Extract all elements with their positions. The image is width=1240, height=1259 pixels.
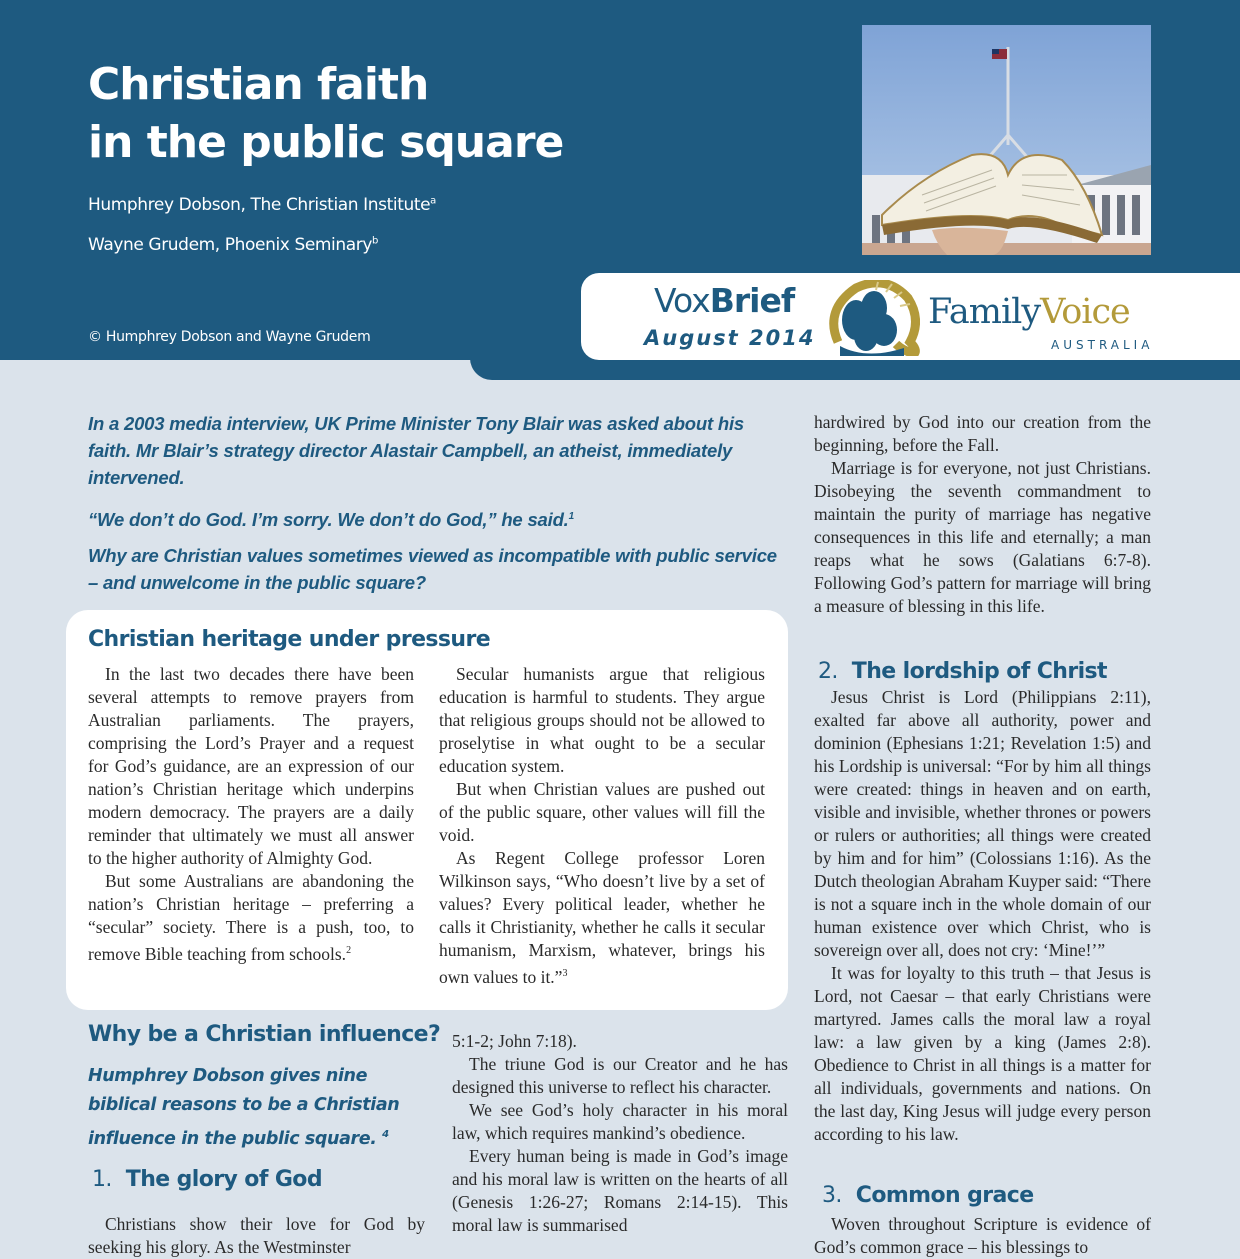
footnote-4: 4	[382, 1129, 389, 1140]
intro-paragraph-3: Why are Christian values sometimes viewed as incompatible with public service – and unwelcome in the public square?	[88, 545, 777, 593]
right-cont: hardwired by God into our creation from the beginning, before the Fall.	[814, 412, 1151, 455]
section-2-heading	[818, 659, 1107, 684]
heritage-right-p3-text: As Regent College professor Loren Wilkinson says, “Who doesn’t live by a set of values? Every political leader, whether he calls it Christianity, whether he calls it secular humanism, Marxism, whatever, brings his own values to it.”	[439, 848, 765, 987]
section-2-title: The lordship of Christ	[851, 659, 1107, 684]
heritage-right-p1: Secular humanists argue that religious education is harmful to students. They argue that religious groups should not be allowed to proselytise in what ought to be a secular education system.	[439, 664, 765, 776]
voxbrief-logo	[654, 281, 794, 320]
section-1-p1: Christians show their love for God by seeking his glory. As the Westminster	[88, 1214, 425, 1257]
heritage-left-p1: In the last two decades there have been several attempts to remove prayers from Australian parliaments. The prayers, comprising the Lord’s Prayer and a request for God’s guidance, are an expression of our nation’s Christian heritage which underpins modern democracy. The prayers are a daily reminder that ultimately we must all answer to the higher authority of Almighty God.	[88, 664, 414, 868]
copyright: © Humphrey Dobson and Wayne Grudem	[88, 329, 371, 345]
middle-p3: Every human being is made in God’s image and his moral law is written on the hearts of all (Genesis 1:26-27; Romans 2:14-15). This moral law is summarised	[452, 1146, 788, 1235]
marriage-paragraph: Marriage is for everyone, not just Christians. Disobeying the seventh commandment to maintain the purity of marriage has negative consequences in this life and eternally; a man reaps what he sows (Galatians 6:7-8). Following God’s pattern for marriage will bring a measure of blessing in this life.	[814, 458, 1151, 616]
influence-subtitle-text: Humphrey Dobson gives nine biblical reasons to be a Christian influence in the public square.	[88, 1066, 400, 1149]
intro-paragraph-1: In a 2003 media interview, UK Prime Minister Tony Blair was asked about his faith. Mr Blair’s strategy director Alastair Campbell, an atheist, immediately intervened.	[88, 413, 745, 488]
footnote-2: 2	[346, 945, 352, 956]
section-3-body	[814, 1213, 1151, 1259]
section-2-p2: It was for loyalty to this truth – that Jesus is Lord, not Caesar – that early Christians were martyred. James calls the moral law a royal law: a law given by a king (James 2:8). Obedience to Christ in all things is a matter for all individuals, governments and nations. On the last day, King Jesus will judge every person according to his law.	[814, 963, 1151, 1144]
footnote-3: 3	[562, 968, 568, 979]
middle-column	[452, 1030, 788, 1237]
section-1-number: 1.	[92, 1167, 112, 1192]
title-line-2: in the public square	[88, 117, 564, 168]
author-1-note: a	[430, 195, 436, 207]
heritage-left-p2	[88, 870, 414, 966]
author-1	[88, 195, 436, 215]
heritage-right-p2: But when Christian values are pushed out of the public square, other values will fill the void.	[439, 779, 765, 845]
section-2-p1: Jesus Christ is Lord (Philippians 2:11), exalted far above all authority, power and dominion (Ephesians 1:21; Revelation 1:5) and his Lordship is universal: “For by him all things were created: things in heaven and on earth, visible and invisible, whether thrones or powers or rulers or authorities; all things were created by him and for him” (Colossians 1:16). As the Dutch theologian Abraham Kuyper said: “There is not a square inch in the whole domain of our human existence over which Christ, who is sovereign over all, does not cry: ‘Mine!’”	[814, 687, 1151, 960]
section-1-body	[88, 1213, 425, 1259]
family-voice-emblem-icon	[826, 280, 920, 356]
middle-p1: The triune God is our Creator and he has designed this universe to reflect his character.	[452, 1054, 788, 1097]
voice-text: Voice	[1040, 292, 1130, 332]
issue-date: August 2014	[644, 326, 816, 350]
heritage-heading: Christian heritage under pressure	[88, 627, 491, 652]
influence-subtitle	[88, 1062, 418, 1154]
family-text: Family	[928, 292, 1041, 332]
section-2-number: 2.	[818, 659, 838, 684]
heritage-left-p2-text: But some Australians are abandoning the nation’s Christian heritage – preferring a “secular” society. There is a push, too, to remove Bible teaching from schools.	[88, 871, 414, 964]
section-3-heading	[822, 1183, 1034, 1208]
page-title	[88, 56, 563, 172]
heritage-right-p3	[439, 847, 765, 989]
vox-text: Vox	[654, 281, 710, 320]
intro-paragraph-2	[88, 503, 788, 533]
parliament-bible-photo	[862, 25, 1151, 255]
section-2-body	[814, 686, 1151, 1146]
author-2	[88, 235, 378, 255]
title-line-1: Christian faith	[88, 59, 429, 110]
author-1-name: Humphrey Dobson, The Christian Institute	[88, 195, 431, 215]
brief-text: Brief	[709, 281, 795, 320]
middle-p2: We see God’s holy character in his moral law, which requires mankind’s obedience.	[452, 1100, 788, 1143]
author-2-name: Wayne Grudem, Phoenix Seminary	[88, 235, 373, 255]
heritage-right-column	[439, 663, 765, 989]
family-voice-logo	[928, 292, 1130, 332]
section-1-heading	[92, 1167, 322, 1192]
section-3-title: Common grace	[855, 1183, 1034, 1208]
section-1-title: The glory of God	[125, 1167, 322, 1192]
australia-text: AUSTRALIA	[1051, 338, 1154, 352]
middle-cont: 5:1-2; John 7:18).	[452, 1031, 577, 1051]
intro-quote: “We don’t do God. I’m sorry. We don’t do God,” he said.	[88, 509, 569, 531]
heritage-left-column	[88, 663, 414, 966]
footnote-1: 1	[568, 511, 574, 522]
section-3-p1: Woven throughout Scripture is evidence of God’s common grace – his blessings to	[814, 1214, 1151, 1257]
right-column-top	[814, 411, 1151, 618]
section-3-number: 3.	[822, 1183, 842, 1208]
influence-heading: Why be a Christian influence?	[88, 1022, 441, 1047]
author-2-note: b	[372, 235, 378, 247]
